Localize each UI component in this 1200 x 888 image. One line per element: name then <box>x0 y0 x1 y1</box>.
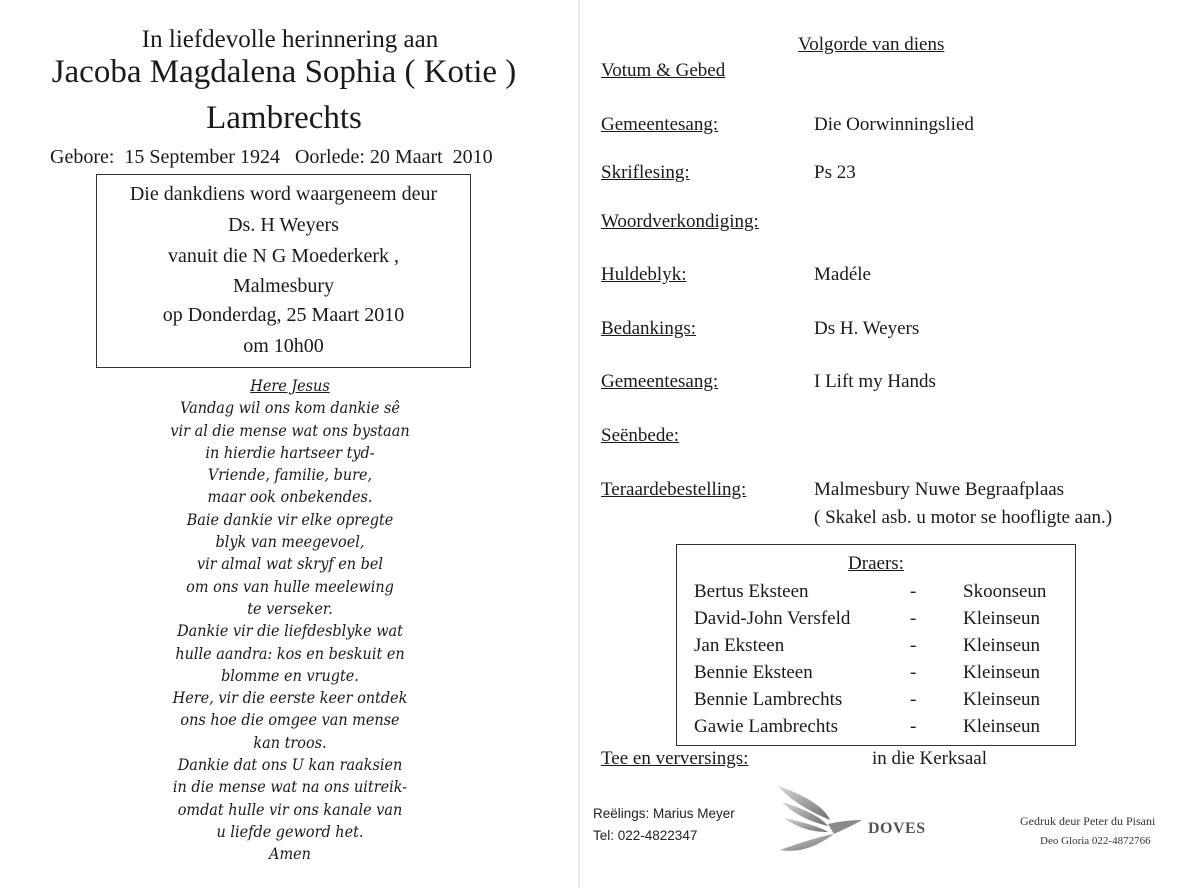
poem-line: hulle aandra: kos en beskuit en <box>175 644 405 663</box>
poem-line: omdat hulle vir ons kanale van <box>177 800 403 819</box>
poem-line: blomme en vrugte. <box>221 666 359 685</box>
tea-label: Tee en verversings: <box>601 748 749 769</box>
order-label: Votum & Gebed <box>601 60 726 81</box>
poem-line: ons hoe die omgee van mense <box>180 711 400 730</box>
poem-line: Amen <box>269 845 311 864</box>
bearer-name: Gawie Lambrechts <box>694 716 839 737</box>
deceased-surname: Lambrechts <box>206 100 362 136</box>
service-line: Malmesbury <box>232 275 335 297</box>
bearer-row <box>677 608 1075 635</box>
poem-line: Dankie vir die liefdesblyke wat <box>177 622 403 641</box>
poem-line: kan troos. <box>253 733 327 752</box>
doves-brand-text: DOVES <box>868 820 926 837</box>
poem-line: Vandag wil ons kom dankie sê <box>180 399 400 418</box>
poem-line: vir almal wat skryf en bel <box>196 555 384 574</box>
service-line: Die dankdiens word waargeneem deur <box>129 183 438 205</box>
bearers-title: Draers: <box>848 553 904 574</box>
order-label: Skriflesing: <box>601 162 690 183</box>
order-of-service-title: Volgorde van diens <box>798 34 945 55</box>
bearer-dash: - <box>910 662 917 683</box>
order-value: I Lift my Hands <box>814 371 936 392</box>
bearer-dash: - <box>910 716 917 737</box>
order-value: Ds H. Weyers <box>814 318 920 339</box>
bearer-relation: Kleinseun <box>963 689 1041 710</box>
tea-value: in die Kerksaal <box>872 748 988 769</box>
poem-line: Vriende, familie, bure, <box>207 466 373 485</box>
poem-line: Here, vir die eerste keer ontdek <box>172 689 408 708</box>
order-label: Gemeentesang: <box>601 114 719 135</box>
bearer-row <box>677 581 1075 608</box>
arrangements-text: Reëlings: Marius Meyer <box>593 806 735 821</box>
order-value: Malmesbury Nuwe Begraafplaas <box>814 479 1065 500</box>
bearer-row <box>677 635 1075 662</box>
order-value: Madéle <box>814 264 871 285</box>
bearer-name: Jan Eksteen <box>694 635 785 656</box>
order-label: Woordverkondiging: <box>601 211 759 232</box>
deo-gloria-text: Deo Gloria 022-4872766 <box>1040 835 1151 847</box>
left-page <box>0 0 580 888</box>
burial-note: ( Skakel asb. u motor se hoofligte aan.) <box>814 507 1113 528</box>
service-line: om 10h00 <box>243 335 324 357</box>
bearer-relation: Kleinseun <box>963 635 1041 656</box>
bearers-box <box>676 544 1076 746</box>
poem-line: om ons van hulle meelewing <box>186 577 394 596</box>
order-value: Ps 23 <box>814 162 856 183</box>
bearer-relation: Kleinseun <box>963 716 1041 737</box>
order-value: Die Oorwinningslied <box>814 114 974 135</box>
bearer-row <box>677 662 1075 689</box>
memory-line: In liefdevolle herinnering aan <box>141 26 439 53</box>
bearer-relation: Kleinseun <box>963 662 1041 683</box>
poem-line: Dankie dat ons U kan raaksien <box>177 756 403 775</box>
poem-line: blyk van meegevoel, <box>215 533 365 552</box>
poem-line: maar ook onbekendes. <box>207 488 373 507</box>
bearer-name: Bennie Eksteen <box>694 662 813 683</box>
poem <box>141 375 439 866</box>
bearer-name: Bennie Lambrechts <box>694 689 843 710</box>
poem-title: Here Jesus <box>250 377 330 395</box>
bearer-relation: Skoonseun <box>963 581 1047 602</box>
service-line: vanuit die N G Moederkerk , <box>167 245 400 267</box>
poem-line: te verseker. <box>247 599 333 618</box>
poem-line: Baie dankie vir elke opregte <box>186 510 394 529</box>
service-info-box <box>96 174 471 368</box>
deceased-name-line1: Jacoba Magdalena Sophia ( Kotie ) <box>51 54 517 90</box>
bearer-relation: Kleinseun <box>963 608 1041 629</box>
poem-line: in die mense wat na ons uitreik- <box>172 778 408 797</box>
bearer-dash: - <box>910 608 917 629</box>
bearer-name: David-John Versfeld <box>694 608 851 629</box>
poem-line: vir al die mense wat ons bystaan <box>170 421 410 440</box>
bearer-dash: - <box>910 689 917 710</box>
phone-text: Tel: 022-4822347 <box>593 828 698 843</box>
printed-by-text: Gedruk deur Peter du Pisani <box>1020 814 1156 828</box>
dove-logo-icon <box>772 780 868 862</box>
bearer-row <box>677 716 1075 743</box>
service-line: Ds. H Weyers <box>228 214 339 236</box>
poem-line: u liefde geword het. <box>216 822 364 841</box>
poem-line: in hierdie hartseer tyd- <box>205 443 375 462</box>
bearer-row <box>677 689 1075 716</box>
birth-death-dates: Gebore: 15 September 1924 Oorlede: 20 Maart 2010 <box>50 146 493 168</box>
service-line: op Donderdag, 25 Maart 2010 <box>162 304 405 326</box>
order-label: Gemeentesang: <box>601 371 719 392</box>
bearer-name: Bertus Eksteen <box>694 581 809 602</box>
bearer-dash: - <box>910 635 917 656</box>
order-label: Seënbede: <box>601 425 680 446</box>
bearer-dash: - <box>910 581 917 602</box>
order-label: Bedankings: <box>601 318 696 339</box>
order-label: Huldeblyk: <box>601 264 687 285</box>
order-label: Teraardebestelling: <box>601 479 747 500</box>
